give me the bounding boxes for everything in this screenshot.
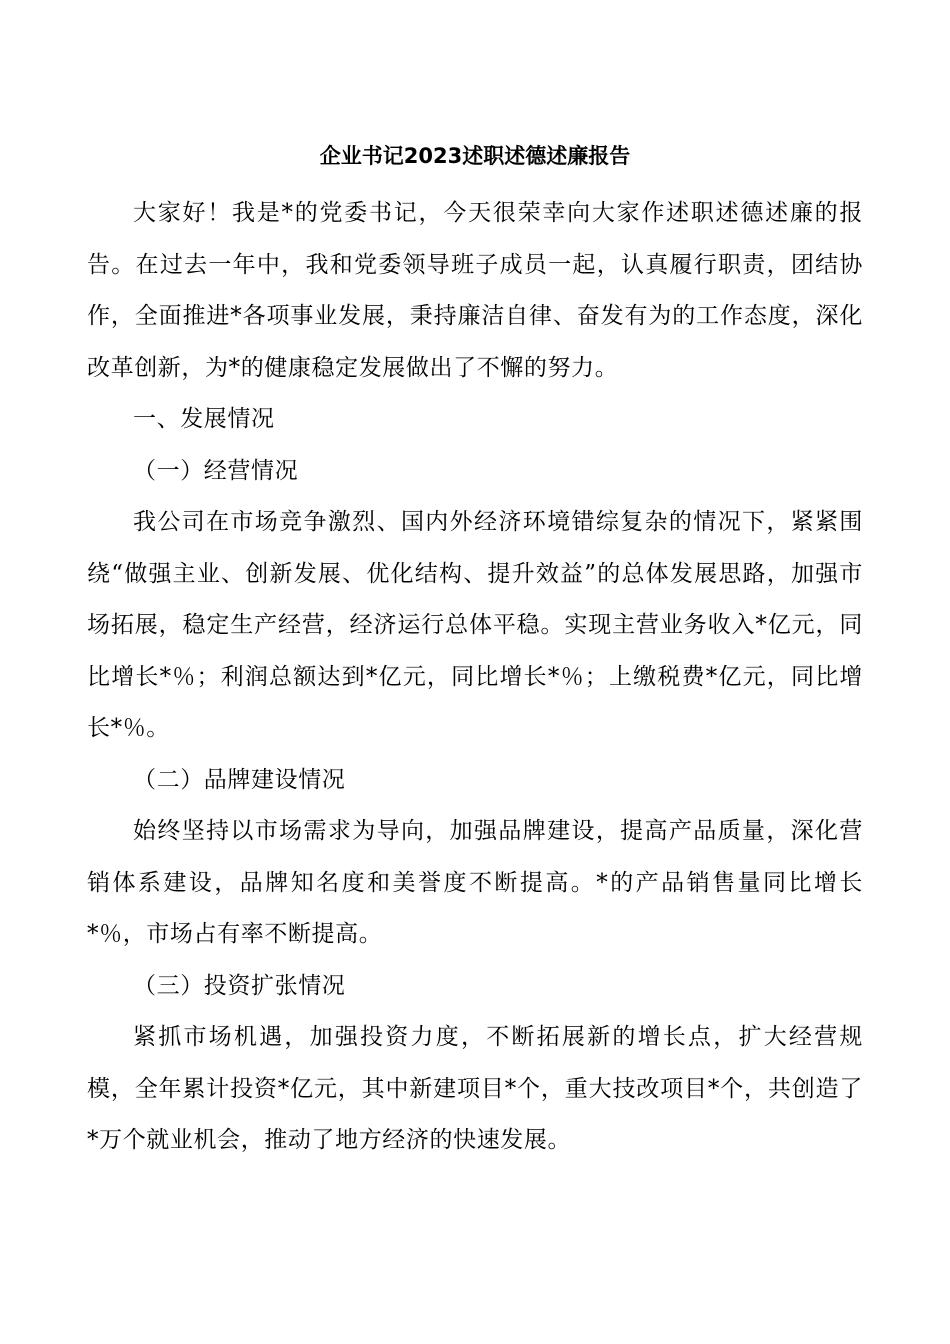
document-page <box>87 138 863 1167</box>
subsection-heading-operations: （一）经营情况 <box>133 457 299 484</box>
document-title: 企业书记2023述职述德述廉报告 <box>319 144 631 168</box>
subsection-heading-brand: （二）品牌建设情况 <box>133 766 346 793</box>
investment-paragraph: 紧抓市场机遇，加强投资力度，不断拓展新的增长点，扩大经营规模，全年累计投资*亿元，其中新建项目*个，重大技改项目*个，共创造了*万个就业机会，推动了地方经济的快速发展。 <box>87 1024 863 1153</box>
intro-paragraph: 大家好！我是*的党委书记，今天很荣幸向大家作述职述德述廉的报告。在过去一年中，我和党委领导班子成员一起，认真履行职责，团结协作，全面推进*各项事业发展，秉持廉洁自律、奋发有为的工作态度，深化改革创新，为*的健康稳定发展做出了不懈的努力。 <box>87 200 863 381</box>
subsection-heading-investment: （三）投资扩张情况 <box>133 972 346 999</box>
brand-paragraph: 始终坚持以市场需求为导向，加强品牌建设，提高产品质量，深化营销体系建设，品牌知名度和美誉度不断提高。*的产品销售量同比增长*％，市场占有率不断提高。 <box>87 818 863 947</box>
operations-paragraph: 我公司在市场竞争激烈、国内外经济环境错综复杂的情况下，紧紧围绕“做强主业、创新发展、优化结构、提升效益”的总体发展思路，加强市场拓展，稳定生产经营，经济运行总体平稳。实现主营业务收入*亿元，同比增长*％；利润总额达到*亿元，同比增长*％；上缴税费*亿元，同比增长*％。 <box>87 509 863 741</box>
section-heading-development: 一、发展情况 <box>133 406 275 432</box>
